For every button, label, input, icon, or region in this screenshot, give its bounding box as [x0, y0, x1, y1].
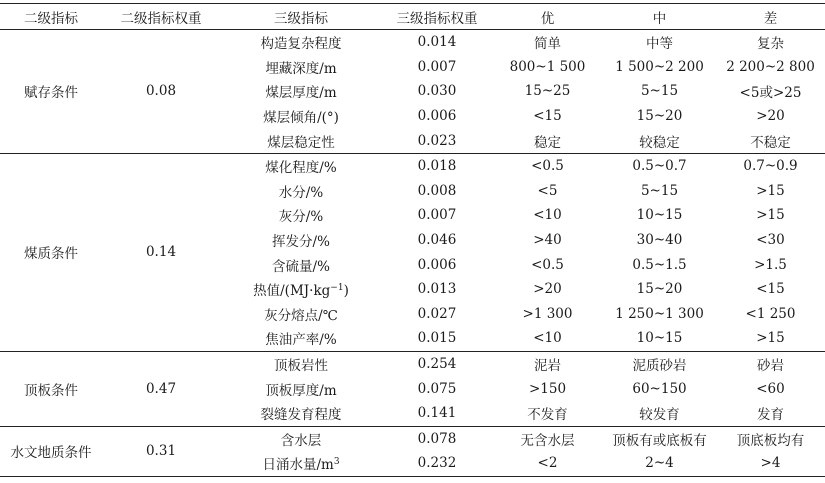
- table-row: [0, 153, 825, 178]
- header-secondary-indicator: 二级指标: [0, 4, 102, 30]
- grade-medium-cell: 0.5~0.7: [632, 158, 687, 175]
- header-row: [0, 4, 825, 30]
- grade-good-cell: <0.5: [531, 158, 564, 175]
- grade-good-cell: <0.5: [531, 256, 564, 273]
- tertiary-indicator-cell: 构造复杂程度: [260, 36, 342, 53]
- grade-good-cell: >40: [533, 232, 562, 249]
- tertiary-weight-cell: 0.023: [382, 128, 492, 153]
- tertiary-indicator-cell: 煤化程度/%: [265, 160, 337, 177]
- table-row: [0, 426, 825, 451]
- grade-medium-cell: 15~20: [636, 108, 683, 125]
- grade-medium-cell: 泥质砂岩: [632, 358, 687, 375]
- tertiary-indicator-cell: 煤层厚度/m: [265, 85, 337, 102]
- tertiary-weight-cell: 0.254: [417, 356, 457, 373]
- tertiary-indicator-cell: 焦油产率/%: [220, 326, 382, 351]
- indicator-text: 日涌水量/m: [262, 457, 334, 474]
- grade-medium-cell: 中等: [646, 36, 673, 53]
- grade-poor-cell: >20: [756, 108, 785, 125]
- header-good: 优: [492, 4, 603, 30]
- table-header: [0, 4, 825, 30]
- tertiary-weight-cell: 0.015: [382, 326, 492, 351]
- tertiary-weight-cell: 0.232: [382, 451, 492, 476]
- grade-medium-cell: 10~15: [636, 207, 683, 224]
- secondary-indicator-cell: 水文地质条件: [0, 426, 102, 476]
- table-row: [0, 351, 825, 376]
- indicator-text-tail: ): [343, 283, 349, 300]
- grade-medium-cell: 0.5~1.5: [632, 256, 687, 273]
- table-body: [0, 30, 825, 477]
- grade-good-cell: <15: [533, 108, 562, 125]
- grade-poor-cell: <30: [756, 232, 785, 249]
- grade-good-cell: 无含水层: [520, 432, 575, 449]
- grade-poor-cell: <5或>25: [739, 85, 802, 102]
- tertiary-weight-cell: 0.030: [417, 83, 457, 100]
- tertiary-indicator-cell: 灰分/%: [278, 209, 324, 226]
- tertiary-indicator-cell: 顶板厚度/m: [265, 382, 337, 399]
- grade-poor-cell: 0.7~0.9: [743, 158, 798, 175]
- grade-poor-cell: 不稳定: [716, 128, 825, 153]
- secondary-indicator-cell: 顶板条件: [0, 351, 102, 426]
- tertiary-weight-cell: 0.027: [417, 305, 457, 322]
- grade-good-cell: >150: [528, 380, 567, 397]
- grade-poor-cell: >1.5: [754, 256, 787, 273]
- tertiary-indicator-cell: 含水层: [280, 432, 322, 449]
- tertiary-weight-cell: 0.141: [382, 401, 492, 426]
- grade-good-cell: 简单: [534, 36, 561, 53]
- tertiary-indicator-cell: [220, 451, 382, 476]
- tertiary-weight-cell: 0.008: [417, 182, 457, 199]
- grade-poor-cell: 发育: [716, 401, 825, 426]
- header-tertiary-weight: 三级指标权重: [382, 4, 492, 30]
- grade-poor-cell: <60: [756, 380, 785, 397]
- tertiary-weight-cell: 0.046: [417, 232, 457, 249]
- secondary-weight-cell: 0.14: [102, 153, 220, 351]
- tertiary-weight-cell: 0.006: [417, 256, 457, 273]
- grade-poor-cell: >15: [756, 207, 785, 224]
- table-row: [0, 30, 825, 55]
- secondary-weight-cell: 0.08: [102, 30, 220, 154]
- grade-medium-cell: 2~4: [603, 451, 716, 476]
- tertiary-indicator-cell: 含硫量/%: [272, 258, 330, 275]
- grade-poor-cell: <1 250: [745, 305, 796, 322]
- grade-medium-cell: 15~20: [636, 281, 683, 298]
- tertiary-indicator-cell: 水分/%: [278, 184, 324, 201]
- grade-good-cell: <2: [492, 451, 603, 476]
- indicator-text: 热值/(MJ·kg: [253, 283, 331, 300]
- tertiary-weight-cell: 0.007: [417, 207, 457, 224]
- grade-medium-cell: 5~15: [640, 83, 679, 100]
- tertiary-indicator-cell: 灰分熔点/℃: [264, 307, 338, 324]
- grade-poor-cell: <15: [756, 281, 785, 298]
- grade-good-cell: >20: [533, 281, 562, 298]
- secondary-weight-cell: 0.31: [102, 426, 220, 476]
- grade-good-cell: 不发育: [492, 401, 603, 426]
- grade-good-cell: <5: [537, 182, 558, 199]
- tertiary-indicator-cell: [220, 277, 382, 302]
- grade-medium-cell: 60~150: [632, 380, 687, 397]
- grade-poor-cell: 顶底板均有: [736, 432, 805, 449]
- header-poor: 差: [716, 4, 825, 30]
- tertiary-weight-cell: 0.014: [417, 34, 457, 51]
- tertiary-weight-cell: 0.078: [417, 430, 457, 447]
- grade-poor-cell: >4: [716, 451, 825, 476]
- grade-poor-cell: >15: [756, 182, 785, 199]
- secondary-weight-cell: 0.47: [102, 351, 220, 426]
- indicator-unit-exponent: 3: [333, 457, 340, 468]
- tertiary-indicator-cell: 顶板岩性: [274, 358, 328, 375]
- secondary-indicator-cell: 煤质条件: [0, 153, 102, 351]
- tertiary-weight-cell: 0.018: [417, 158, 457, 175]
- header-medium: 中: [603, 4, 716, 30]
- tertiary-indicator-cell: 挥发分/%: [272, 234, 330, 251]
- tertiary-weight-cell: 0.013: [417, 281, 457, 298]
- tertiary-indicator-cell: 煤层稳定性: [220, 128, 382, 153]
- grade-good-cell: <10: [533, 207, 562, 224]
- tertiary-indicator-cell: 埋藏深度/m: [265, 60, 337, 77]
- grade-poor-cell: >15: [716, 326, 825, 351]
- header-secondary-weight: 二级指标权重: [102, 4, 220, 30]
- tertiary-weight-cell: 0.075: [417, 380, 457, 397]
- grade-medium-cell: 较稳定: [603, 128, 716, 153]
- evaluation-index-table: [0, 3, 825, 477]
- grade-poor-cell: 复杂: [757, 36, 784, 53]
- grade-poor-cell: 砂岩: [757, 358, 784, 375]
- grade-good-cell: 15~25: [524, 83, 571, 100]
- grade-medium-cell: 1 500~2 200: [615, 58, 704, 75]
- grade-good-cell: 800~1 500: [509, 58, 586, 75]
- tertiary-weight-cell: 0.006: [417, 108, 457, 125]
- grade-medium-cell: 5~15: [640, 182, 679, 199]
- grade-medium-cell: 1 250~1 300: [615, 305, 704, 322]
- secondary-indicator-cell: 赋存条件: [0, 30, 102, 154]
- tertiary-indicator-cell: 裂缝发育程度: [220, 401, 382, 426]
- tertiary-weight-cell: 0.007: [417, 58, 457, 75]
- grade-good-cell: 泥岩: [534, 358, 561, 375]
- grade-medium-cell: 较发育: [603, 401, 716, 426]
- grade-medium-cell: 30~40: [636, 232, 683, 249]
- grade-poor-cell: 2 200~2 800: [726, 58, 815, 75]
- header-tertiary-indicator: 三级指标: [220, 4, 382, 30]
- grade-good-cell: 稳定: [492, 128, 603, 153]
- indicator-unit-exponent: −1: [330, 283, 344, 294]
- grade-good-cell: <10: [492, 326, 603, 351]
- tertiary-indicator-cell: 煤层倾角/(°): [263, 110, 339, 127]
- grade-medium-cell: 10~15: [603, 326, 716, 351]
- grade-good-cell: >1 300: [522, 305, 573, 322]
- grade-medium-cell: 顶板有或底板有: [612, 432, 707, 449]
